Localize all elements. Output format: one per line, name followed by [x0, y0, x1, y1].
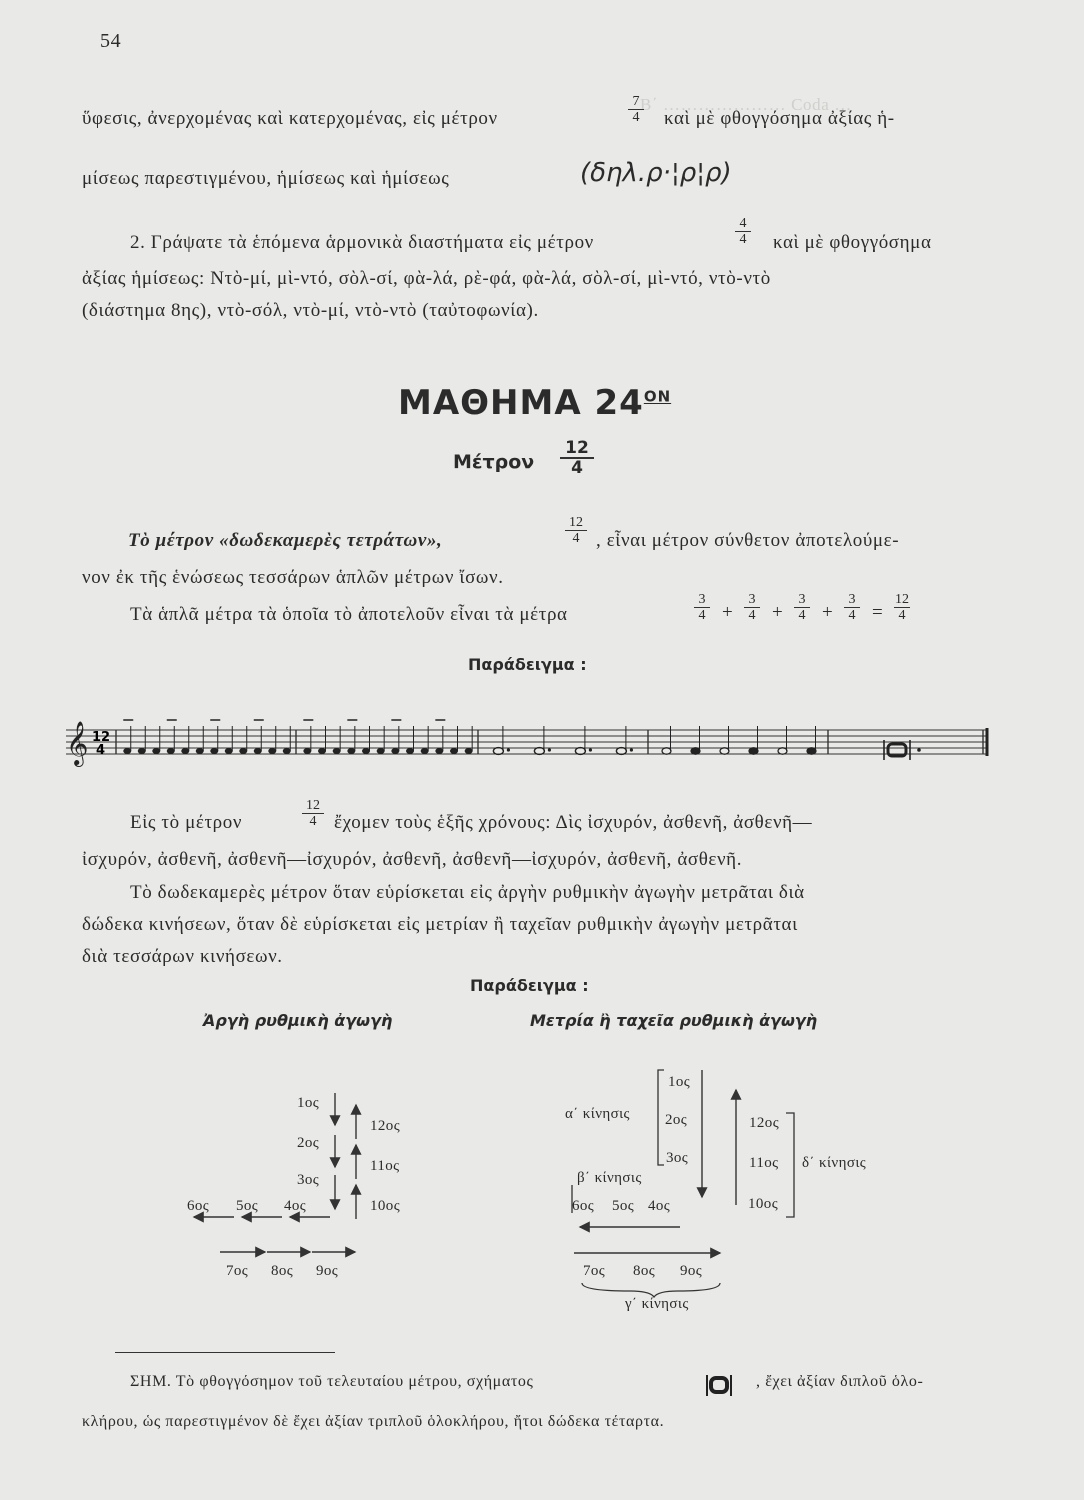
example-label-1: Παράδειγμα : — [468, 655, 587, 674]
fraction-12-4-b — [302, 798, 324, 829]
frac-num: 12 — [306, 798, 320, 813]
slow-beat-2: 2ος — [297, 1135, 320, 1151]
sum-term-4 — [844, 592, 860, 623]
note-head — [167, 748, 175, 754]
intro-line-1a: Τὸ μέτρον «δωδεκαμερὲς τετράτων», — [128, 530, 443, 551]
plus-sign: + — [722, 602, 734, 623]
note-head — [465, 748, 473, 754]
fast-beat-10: 10ος — [748, 1196, 779, 1212]
fast-beat-3: 3ος — [666, 1150, 689, 1166]
fast-beat-8: 8ος — [633, 1263, 656, 1279]
frac-den: 4 — [798, 608, 806, 623]
time-signature-bottom: 4 — [96, 743, 106, 758]
sum-term-1 — [694, 592, 710, 623]
frac-num: 3 — [848, 592, 856, 607]
equals-sign: = — [872, 602, 884, 623]
exercise-line-2: μίσεως παρεστιγμένου, ἡμίσεως καὶ ἡμίσεως — [82, 168, 450, 189]
footnote-rule — [115, 1352, 335, 1353]
frac-den: 4 — [632, 110, 640, 125]
beats-line-4: δώδεκα κινήσεων, ὅταν δὲ εὑρίσκεται εἰς μετρίαν ἢ ταχεῖαν ρυθμικὴν ἀγωγὴν μετρᾶται — [82, 914, 798, 935]
frac-num: 12 — [565, 438, 589, 458]
note-head — [406, 748, 414, 754]
note-head — [749, 748, 758, 754]
note-head — [377, 748, 385, 754]
frac-num: 12 — [569, 515, 583, 530]
intro-line-2: νον ἐκ τῆς ἑνώσεως τεσσάρων ἁπλῶν μέτρων ἴσων. — [82, 567, 504, 588]
lesson-subtitle: Μέτρον — [453, 451, 535, 473]
beats-line-1b: ἔχομεν τοὺς ἑξῆς χρόνους: Δὶς ἰσχυρόν, ἀσθενῆ, ἀσθενῆ— — [334, 812, 813, 833]
slow-beat-10: 10ος — [370, 1198, 401, 1214]
note-head — [138, 748, 146, 754]
half-note-head — [778, 748, 787, 754]
note-head — [225, 748, 233, 754]
slow-beat-7: 7ος — [226, 1263, 249, 1279]
bracket-move-3 — [582, 1283, 720, 1297]
bleed-through-text: Β΄ ………………… Coda … — [640, 95, 852, 114]
sum-term-3 — [794, 592, 810, 623]
slow-beat-11: 11ος — [370, 1158, 400, 1174]
dot — [589, 748, 592, 751]
dot — [917, 748, 921, 752]
note-head — [268, 748, 276, 754]
frac-num: 4 — [739, 216, 747, 231]
lesson-title-sup: ΟΝ — [643, 387, 672, 406]
footnote-line-1b: , ἔχει ἀξίαν διπλοῦ ὁλο- — [756, 1373, 924, 1390]
frac-num: 3 — [798, 592, 806, 607]
time-signature-top: 12 — [92, 730, 111, 745]
frac-den: 4 — [739, 232, 747, 247]
note-head — [421, 748, 429, 754]
slow-beat-3: 3ος — [297, 1172, 320, 1188]
note-head — [391, 748, 399, 754]
slow-beat-1: 1ος — [297, 1095, 320, 1111]
note-head — [303, 748, 311, 754]
bracket-move-4 — [786, 1113, 794, 1217]
exercise-line-1a: ὕφεσις, ἀνερχομένας καὶ κατερχομένας, εἰς μέτρον — [82, 108, 498, 129]
page-number: 54 — [100, 30, 122, 52]
note-head — [450, 748, 458, 754]
note-head — [181, 748, 189, 754]
fast-brackets-and-arrows — [560, 1065, 840, 1305]
slow-arrows — [180, 1085, 440, 1285]
fast-beat-11: 11ος — [749, 1155, 779, 1171]
half-note-head — [720, 748, 729, 754]
half-note-head — [575, 748, 585, 755]
beats-line-3: Τὸ δωδεκαμερὲς μέτρον ὅταν εὑρίσκεται εἰς ἀργὴν ρυθμικὴν ἀγωγὴν μετρᾶται διὰ — [130, 882, 805, 903]
lesson-title-text: ΜΑΘΗΜΑ 24 — [398, 383, 644, 423]
frac-num: 12 — [895, 592, 909, 607]
plus-sign: + — [822, 602, 834, 623]
dot — [630, 748, 633, 751]
fast-heading: Μετρία ἢ ταχεῖα ρυθμικὴ ἀγωγὴ — [530, 1011, 818, 1030]
slow-beat-12: 12ος — [370, 1118, 401, 1134]
slow-beat-9: 9ος — [316, 1263, 339, 1279]
half-note-head — [534, 748, 544, 755]
frac-den: 4 — [748, 608, 756, 623]
half-note-head — [616, 748, 626, 755]
note-head — [435, 748, 443, 754]
fast-move-4: δ΄ κίνησις — [802, 1155, 867, 1171]
note-head — [333, 748, 341, 754]
slow-beat-4: 4ος — [284, 1198, 307, 1214]
slow-beat-5: 5ος — [236, 1198, 259, 1214]
note-head — [239, 748, 247, 754]
music-staff — [58, 700, 998, 790]
beats-line-1a: Εἰς τὸ μέτρον — [130, 812, 243, 833]
fraction-12-4 — [565, 515, 587, 546]
note-head — [691, 748, 700, 754]
note-head — [318, 748, 326, 754]
plus-sign: + — [772, 602, 784, 623]
fast-move-1: α΄ κίνησις — [565, 1106, 630, 1122]
fast-beat-4: 4ος — [648, 1198, 671, 1214]
note-head — [254, 748, 262, 754]
beats-line-5: διὰ τεσσάρων κινήσεων. — [82, 946, 283, 967]
note-head — [807, 748, 816, 754]
note-head — [123, 748, 131, 754]
note-head — [196, 748, 204, 754]
lesson-title — [398, 383, 671, 423]
slow-beat-8: 8ος — [271, 1263, 294, 1279]
fast-move-3: γ΄ κίνησις — [625, 1296, 689, 1312]
fraction-7-4 — [628, 94, 644, 125]
fast-beat-2: 2ος — [665, 1112, 688, 1128]
exercise2-line-1b: καὶ μὲ φθογγόσημα — [773, 232, 932, 253]
treble-clef-icon: 𝄞 — [66, 721, 89, 765]
fast-beat-6: 6ος — [572, 1198, 595, 1214]
note-head — [152, 748, 160, 754]
intro-line-3: Τὰ ἁπλᾶ μέτρα τὰ ὁποῖα τὸ ἀποτελοῦν εἶναι τὰ μέτρα — [130, 604, 568, 625]
fast-beat-9: 9ος — [680, 1263, 703, 1279]
frac-num: 3 — [748, 592, 756, 607]
bracket-move-1 — [658, 1070, 664, 1165]
frac-den: 4 — [698, 608, 706, 623]
dot — [548, 748, 551, 751]
frac-den: 4 — [572, 531, 580, 546]
footnote-line-2: κλήρου, ὡς παρεστιγμένον δὲ ἔχει ἀξίαν τριπλοῦ ὁλοκλήρου, ἤτοι δώδεκα τέταρτα. — [82, 1413, 665, 1430]
frac-den: 4 — [309, 814, 317, 829]
sum-term-5 — [894, 592, 910, 623]
note-head — [347, 748, 355, 754]
handwritten-note: (δηλ.ρ·¦ρ¦ρ) — [580, 158, 732, 188]
example-label-2: Παράδειγμα : — [470, 976, 589, 995]
frac-den: 4 — [848, 608, 856, 623]
frac-num: 3 — [698, 592, 706, 607]
exercise2-line-3: (διάστημα 8ης), ντὸ-σόλ, ντὸ-μί, ντὸ-ντὸ (ταὐτοφωνία). — [82, 300, 539, 321]
exercise2-line-1a: 2. Γράψατε τὰ ἑπόμενα ἁρμονικὰ διαστήματα εἰς μέτρον — [130, 232, 594, 253]
intro-line-1b: , εἶναι μέτρον σύνθετον ἀποτελούμε- — [596, 530, 900, 551]
fast-beat-12: 12ος — [749, 1115, 780, 1131]
half-note-head — [493, 748, 503, 755]
exercise-line-1b: καὶ μὲ φθογγόσημα ἀξίας ἡ- — [664, 108, 895, 129]
fast-move-2: β΄ κίνησις — [577, 1170, 642, 1186]
fraction-4-4 — [735, 216, 751, 247]
fast-beat-7: 7ος — [583, 1263, 606, 1279]
note-head — [362, 748, 370, 754]
dot — [507, 748, 510, 751]
frac-num: 7 — [632, 94, 640, 109]
fast-beat-5: 5ος — [612, 1198, 635, 1214]
slow-beat-6: 6ος — [187, 1198, 210, 1214]
sum-term-2 — [744, 592, 760, 623]
slow-heading: Ἀργὴ ρυθμικὴ ἀγωγὴ — [203, 1011, 393, 1030]
half-note-head — [662, 748, 671, 754]
breve-note-icon — [705, 1374, 735, 1398]
frac-den: 4 — [898, 608, 906, 623]
note-head — [210, 748, 218, 754]
lesson-subtitle-fraction — [560, 439, 594, 477]
footnote-line-1a: ΣΗΜ. Τὸ φθογγόσημον τοῦ τελευταίου μέτρου, σχήματος — [130, 1373, 534, 1390]
fast-beat-1: 1ος — [668, 1074, 691, 1090]
note-head — [283, 748, 291, 754]
exercise2-line-2: ἀξίας ἡμίσεως: Ντὸ-μί, μὶ-ντό, σὸλ-σί, φὰ-λά, ρὲ-φά, φὰ-λά, σὸλ-σί, μὶ-ντό, ντὸ-ντὸ — [82, 268, 771, 289]
frac-den: 4 — [571, 458, 583, 478]
beats-line-2: ἰσχυρόν, ἀσθενῆ, ἀσθενῆ—ἰσχυρόν, ἀσθενῆ, ἀσθενῆ—ἰσχυρόν, ἀσθενῆ, ἀσθενῆ. — [82, 849, 743, 870]
